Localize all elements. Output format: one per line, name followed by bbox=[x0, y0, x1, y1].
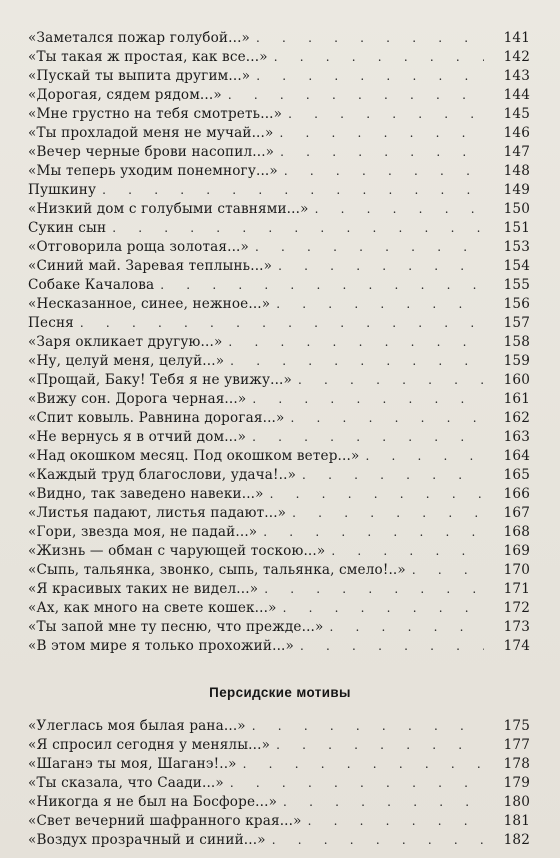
toc-entry bbox=[28, 105, 530, 124]
page-number: 167 bbox=[503, 505, 530, 521]
toc-entry bbox=[28, 717, 530, 736]
page-number: 146 bbox=[503, 125, 530, 141]
entry-title: Пушкину bbox=[28, 182, 97, 198]
toc-entry bbox=[28, 523, 530, 542]
dot-leader bbox=[331, 542, 484, 561]
dot-leader bbox=[278, 257, 484, 276]
toc-entry bbox=[28, 124, 530, 143]
toc-entry bbox=[28, 295, 530, 314]
toc-entry bbox=[28, 504, 530, 523]
dot-leader bbox=[279, 124, 484, 143]
entry-title: «Вижу сон. Дорога черная...» bbox=[28, 391, 247, 407]
toc-entry bbox=[28, 447, 530, 466]
entry-title: «Над окошком месяц. Под окошком ветер...» bbox=[28, 448, 360, 464]
toc-entry bbox=[28, 774, 530, 793]
entry-title: «Несказанное, синее, нежное...» bbox=[28, 296, 271, 312]
entry-title: «Улеглась моя былая рана...» bbox=[28, 718, 246, 734]
entry-title: «Синий май. Заревая теплынь...» bbox=[28, 258, 273, 274]
toc-entry bbox=[28, 257, 530, 276]
entry-title: «Воздух прозрачный и синий...» bbox=[28, 832, 266, 848]
toc-entry bbox=[28, 580, 530, 599]
table-of-contents-persian-motifs bbox=[28, 717, 530, 850]
entry-title: «Спит ковыль. Равнина дорогая...» bbox=[28, 410, 285, 426]
dot-leader bbox=[263, 523, 484, 542]
dot-leader bbox=[272, 831, 484, 850]
dot-leader bbox=[329, 618, 484, 637]
page-number: 154 bbox=[503, 258, 530, 274]
page-number: 169 bbox=[503, 543, 530, 559]
entry-title: «Отговорила роща золотая...» bbox=[28, 239, 249, 255]
toc-entry bbox=[28, 352, 530, 371]
entry-title: «Листья падают, листья падают...» bbox=[28, 505, 287, 521]
page-number: 174 bbox=[503, 638, 530, 654]
dot-leader bbox=[230, 774, 484, 793]
entry-title: Собаке Качалова bbox=[28, 277, 155, 293]
entry-title: Песня bbox=[28, 315, 74, 331]
toc-entry bbox=[28, 181, 530, 200]
entry-title: «Видно, так заведено навеки...» bbox=[28, 486, 264, 502]
page-number: 151 bbox=[503, 220, 530, 236]
toc-entry bbox=[28, 542, 530, 561]
toc-entry bbox=[28, 162, 530, 181]
dot-leader bbox=[243, 755, 484, 774]
toc-entry bbox=[28, 428, 530, 447]
entry-title: «Не вернусь я в отчий дом...» bbox=[28, 429, 247, 445]
entry-title: «Мне грустно на тебя смотреть...» bbox=[28, 106, 283, 122]
dot-leader bbox=[288, 105, 484, 124]
section-heading: Персидские мотивы bbox=[209, 685, 351, 700]
page-number: 181 bbox=[503, 813, 530, 829]
page-number: 141 bbox=[503, 30, 530, 46]
page-number: 162 bbox=[503, 410, 530, 426]
entry-title: «Заметался пожар голубой...» bbox=[28, 30, 251, 46]
entry-title: «Вечер черные брови насопил...» bbox=[28, 144, 275, 160]
page-number: 175 bbox=[503, 718, 530, 734]
page-number: 158 bbox=[503, 334, 530, 350]
toc-entry bbox=[28, 831, 530, 850]
entry-title: «Гори, звезда моя, не падай...» bbox=[28, 524, 258, 540]
dot-leader bbox=[292, 504, 484, 523]
toc-entry bbox=[28, 736, 530, 755]
dot-leader bbox=[160, 276, 484, 295]
dot-leader bbox=[256, 67, 484, 86]
dot-leader bbox=[270, 485, 484, 504]
entry-title: «Сыпь, тальянка, звонко, сыпь, тальянка, смело!..» bbox=[28, 562, 406, 578]
entry-title: «Шаганэ ты моя, Шаганэ!..» bbox=[28, 756, 237, 772]
toc-entry bbox=[28, 793, 530, 812]
toc-entry bbox=[28, 86, 530, 105]
page-number: 166 bbox=[503, 486, 530, 502]
toc-entry bbox=[28, 755, 530, 774]
toc-entry bbox=[28, 409, 530, 428]
toc-entry bbox=[28, 485, 530, 504]
page-number: 157 bbox=[503, 315, 530, 331]
entry-title: «Ты сказала, что Саади...» bbox=[28, 775, 224, 791]
dot-leader bbox=[280, 143, 484, 162]
dot-leader bbox=[256, 29, 484, 48]
dot-leader bbox=[80, 314, 484, 333]
dot-leader bbox=[230, 352, 484, 371]
entry-title: «Дорогая, сядем рядом...» bbox=[28, 87, 222, 103]
page-number: 144 bbox=[503, 87, 530, 103]
page-number: 164 bbox=[503, 448, 530, 464]
page-number: 180 bbox=[503, 794, 530, 810]
page-number: 173 bbox=[503, 619, 530, 635]
entry-title: «Жизнь — обман с чарующей тоскою...» bbox=[28, 543, 326, 559]
toc-entry bbox=[28, 219, 530, 238]
page-number: 142 bbox=[503, 49, 530, 65]
dot-leader bbox=[308, 812, 484, 831]
toc-entry bbox=[28, 561, 530, 580]
page-number: 155 bbox=[503, 277, 530, 293]
dot-leader bbox=[315, 200, 484, 219]
dot-leader bbox=[365, 447, 484, 466]
dot-leader bbox=[274, 48, 484, 67]
entry-title: «Я красивых таких не видел...» bbox=[28, 581, 259, 597]
toc-entry bbox=[28, 618, 530, 637]
toc-entry bbox=[28, 67, 530, 86]
dot-leader bbox=[298, 371, 484, 390]
entry-title: «Низкий дом с голубыми ставнями...» bbox=[28, 201, 309, 217]
page-number: 143 bbox=[503, 68, 530, 84]
page-number: 145 bbox=[503, 106, 530, 122]
entry-title: «Каждый труд благослови, удача!..» bbox=[28, 467, 297, 483]
toc-entry bbox=[28, 276, 530, 295]
toc-entry bbox=[28, 314, 530, 333]
dot-leader bbox=[300, 637, 484, 656]
entry-title: «Ты такая ж простая, как все...» bbox=[28, 49, 268, 65]
page-number: 178 bbox=[503, 756, 530, 772]
table-of-contents bbox=[28, 29, 530, 656]
entry-title: «В этом мире я только прохожий...» bbox=[28, 638, 294, 654]
page-number: 171 bbox=[503, 581, 530, 597]
page-number: 160 bbox=[503, 372, 530, 388]
page-number: 153 bbox=[503, 239, 530, 255]
page-number: 163 bbox=[503, 429, 530, 445]
entry-title: «Ты прохладой меня не мучай...» bbox=[28, 125, 274, 141]
dot-leader bbox=[291, 409, 485, 428]
page-number: 172 bbox=[503, 600, 530, 616]
toc-entry bbox=[28, 48, 530, 67]
entry-title: «Ты запой мне ту песню, что прежде...» bbox=[28, 619, 324, 635]
toc-entry bbox=[28, 238, 530, 257]
page-number: 148 bbox=[503, 163, 530, 179]
page-number: 179 bbox=[503, 775, 530, 791]
dot-leader bbox=[264, 580, 484, 599]
dot-leader bbox=[112, 219, 484, 238]
page-number: 161 bbox=[503, 391, 530, 407]
toc-entry bbox=[28, 200, 530, 219]
dot-leader bbox=[255, 238, 484, 257]
entry-title: «Мы теперь уходим понемногу...» bbox=[28, 163, 278, 179]
entry-title: «Никогда я не был на Босфоре...» bbox=[28, 794, 278, 810]
toc-entry bbox=[28, 812, 530, 831]
page-number: 156 bbox=[503, 296, 530, 312]
toc-entry bbox=[28, 29, 530, 48]
dot-leader bbox=[412, 561, 484, 580]
toc-entry bbox=[28, 143, 530, 162]
dot-leader bbox=[252, 717, 484, 736]
dot-leader bbox=[276, 736, 484, 755]
entry-title: «Пускай ты выпита другим...» bbox=[28, 68, 251, 84]
dot-leader bbox=[276, 295, 484, 314]
entry-title: Сукин сын bbox=[28, 220, 107, 236]
dot-leader bbox=[228, 333, 484, 352]
entry-title: «Ну, целуй меня, целуй...» bbox=[28, 353, 225, 369]
page-number: 150 bbox=[503, 201, 530, 217]
dot-leader bbox=[252, 428, 484, 447]
dot-leader bbox=[102, 181, 484, 200]
page-number: 170 bbox=[503, 562, 530, 578]
dot-leader bbox=[252, 390, 484, 409]
page-number: 182 bbox=[503, 832, 530, 848]
page-number: 165 bbox=[503, 467, 530, 483]
page-number: 149 bbox=[503, 182, 530, 198]
toc-entry bbox=[28, 390, 530, 409]
dot-leader bbox=[283, 599, 484, 618]
page-number: 159 bbox=[503, 353, 530, 369]
dot-leader bbox=[228, 86, 484, 105]
entry-title: «Я спросил сегодня у менялы...» bbox=[28, 737, 271, 753]
entry-title: «Ах, как много на свете кошек...» bbox=[28, 600, 277, 616]
toc-entry bbox=[28, 599, 530, 618]
toc-entry bbox=[28, 371, 530, 390]
entry-title: «Свет вечерний шафранного края...» bbox=[28, 813, 302, 829]
page-number: 147 bbox=[503, 144, 530, 160]
toc-entry bbox=[28, 637, 530, 656]
toc-entry bbox=[28, 333, 530, 352]
dot-leader bbox=[283, 793, 484, 812]
dot-leader bbox=[284, 162, 484, 181]
entry-title: «Заря окликает другую...» bbox=[28, 334, 223, 350]
page-number: 168 bbox=[503, 524, 530, 540]
page-number: 177 bbox=[503, 737, 530, 753]
entry-title: «Прощай, Баку! Тебя я не увижу...» bbox=[28, 372, 292, 388]
toc-entry bbox=[28, 466, 530, 485]
dot-leader bbox=[302, 466, 484, 485]
